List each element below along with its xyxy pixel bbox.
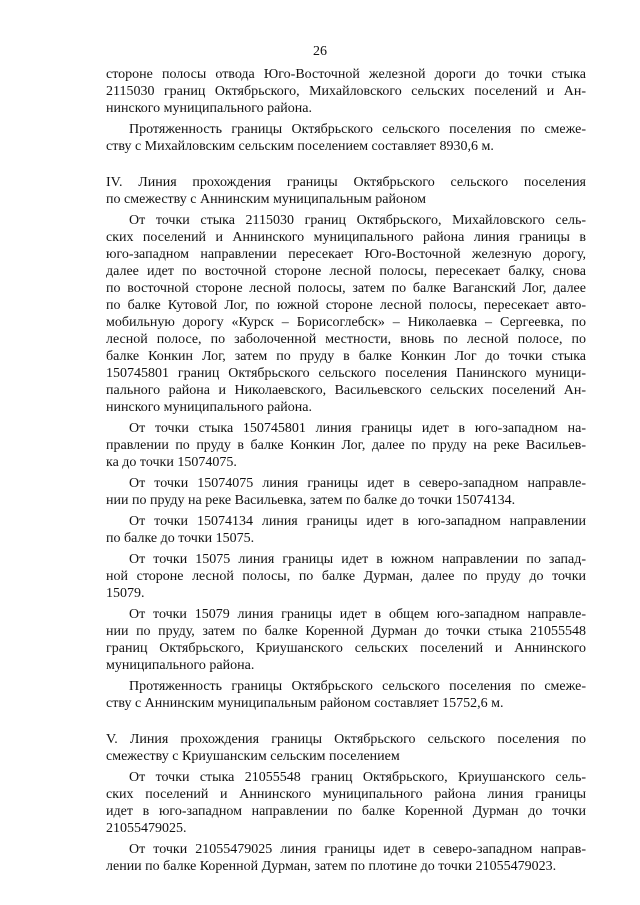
text-line: ских поселений и Аннинского муниципального района линия границы в — [106, 230, 586, 245]
text-line: IV. Линия прохождения границы Октябрьского сельского поселения — [106, 175, 586, 190]
text-line: От точки стыка 2115030 границ Октябрьского, Михайловского сель- — [129, 213, 586, 228]
text-line: пального района и Николаевского, Васильевского сельских поселений Ан- — [106, 383, 586, 398]
text-line: по балке Кутовой Лог, по южной стороне лесной полосы, пересекает авто- — [106, 298, 586, 313]
text-line: по смежеству с Аннинским муниципальным районом — [106, 192, 427, 207]
text-line: по балке до точки 15075. — [106, 531, 255, 546]
text-line: ству с Аннинским муниципальным районом составляет 15752,6 м. — [106, 696, 504, 711]
text-line: От точки 15074075 линия границы идет в северо-западном направле- — [129, 476, 586, 491]
paragraph — [106, 420, 586, 471]
paragraph — [106, 551, 586, 602]
text-line: лесной полосе, по заболоченной местности, вновь по лесной полосе, по — [106, 332, 586, 347]
text-line: смежеству с Криушанским сельским поселением — [106, 749, 400, 764]
paragraph — [106, 66, 586, 117]
text-line: мобильную дорогу «Курск – Борисоглебск» – Николаевка – Сергеевка, по — [106, 315, 586, 330]
text-line: нинского муниципального района. — [106, 101, 313, 116]
text-line: лении по балке Коренной Дурман, затем по плотине до точки 21055479023. — [106, 859, 557, 874]
text-line: Протяженность границы Октябрьского сельского поселения по смеже- — [129, 679, 586, 694]
paragraph — [106, 212, 586, 416]
text-line: 150745801 границ Октябрьского сельского поселения Панинского муници- — [106, 366, 586, 381]
spacer — [106, 712, 586, 731]
text-line: От точки стыка 150745801 линия границы идет в юго-западном на- — [129, 421, 586, 436]
paragraph — [106, 513, 586, 547]
text-line: по восточной стороне лесной полосы, затем по балке Ваганский Лог, далее — [106, 281, 586, 296]
text-line: 2115030 границ Октябрьского, Михайловского сельских поселений и Ан- — [106, 84, 586, 99]
text-line: балке Конкин Лог, затем по пруду в балке Конкин Лог до точки стыка — [106, 349, 586, 364]
paragraph — [106, 769, 586, 837]
text-line: ной стороне лесной полосы, по балке Дурман, далее по пруду до точки — [106, 569, 586, 584]
document-body — [106, 66, 586, 875]
text-line: нинского муниципального района. — [106, 400, 313, 415]
text-line: правлении по пруду в балке Конкин Лог, далее по пруду на реке Васильев- — [106, 438, 586, 453]
paragraph — [106, 678, 586, 712]
section-heading — [106, 731, 586, 765]
paragraph — [106, 475, 586, 509]
text-line: юго-западном направлении пересекает Юго-Восточной железную дорогу, — [106, 247, 586, 262]
text-line: далее идет по восточной стороне лесной полосы, пересекает балку, снова — [106, 264, 586, 279]
page-number: 26 — [313, 44, 327, 59]
text-line: нии по пруду, затем по балке Коренной Дурман до точки стыка 21055548 — [106, 624, 586, 639]
paragraph — [106, 121, 586, 155]
text-line: 21055479025. — [106, 821, 187, 836]
text-line: ка до точки 15074075. — [106, 455, 237, 470]
text-line: ских поселений и Аннинского муниципального района линия границы — [106, 787, 586, 802]
section-heading — [106, 174, 586, 208]
text-line: От точки 15074134 линия границы идет в юго-западном направлении — [129, 514, 586, 529]
paragraph — [106, 606, 586, 674]
text-line: нии по пруду на реке Васильевка, затем по балке до точки 15074134. — [106, 493, 516, 508]
text-line: стороне полосы отвода Юго-Восточной железной дороги до точки стыка — [106, 67, 586, 82]
text-line: От точки 21055479025 линия границы идет в северо-западном направ- — [129, 842, 586, 857]
text-line: От точки 15079 линия границы идет в общем юго-западном направле- — [129, 607, 586, 622]
text-line: Протяженность границы Октябрьского сельского поселения по смеже- — [129, 122, 586, 137]
text-line: идет в юго-западном направлении по балке Коренной Дурман до точки — [106, 804, 586, 819]
text-line: ству с Михайловским сельским поселением составляет 8930,6 м. — [106, 139, 494, 154]
text-line: V. Линия прохождения границы Октябрьского сельского поселения по — [106, 732, 586, 747]
text-line: От точки 15075 линия границы идет в южном направлении по запад- — [129, 552, 586, 567]
text-line: От точки стыка 21055548 границ Октябрьского, Криушанского сель- — [129, 770, 586, 785]
text-line: 15079. — [106, 586, 145, 601]
text-line: границ Октябрьского, Криушанского сельских поселений и Аннинского — [106, 641, 586, 656]
paragraph — [106, 841, 586, 875]
spacer — [106, 155, 586, 174]
text-line: муниципального района. — [106, 658, 255, 673]
